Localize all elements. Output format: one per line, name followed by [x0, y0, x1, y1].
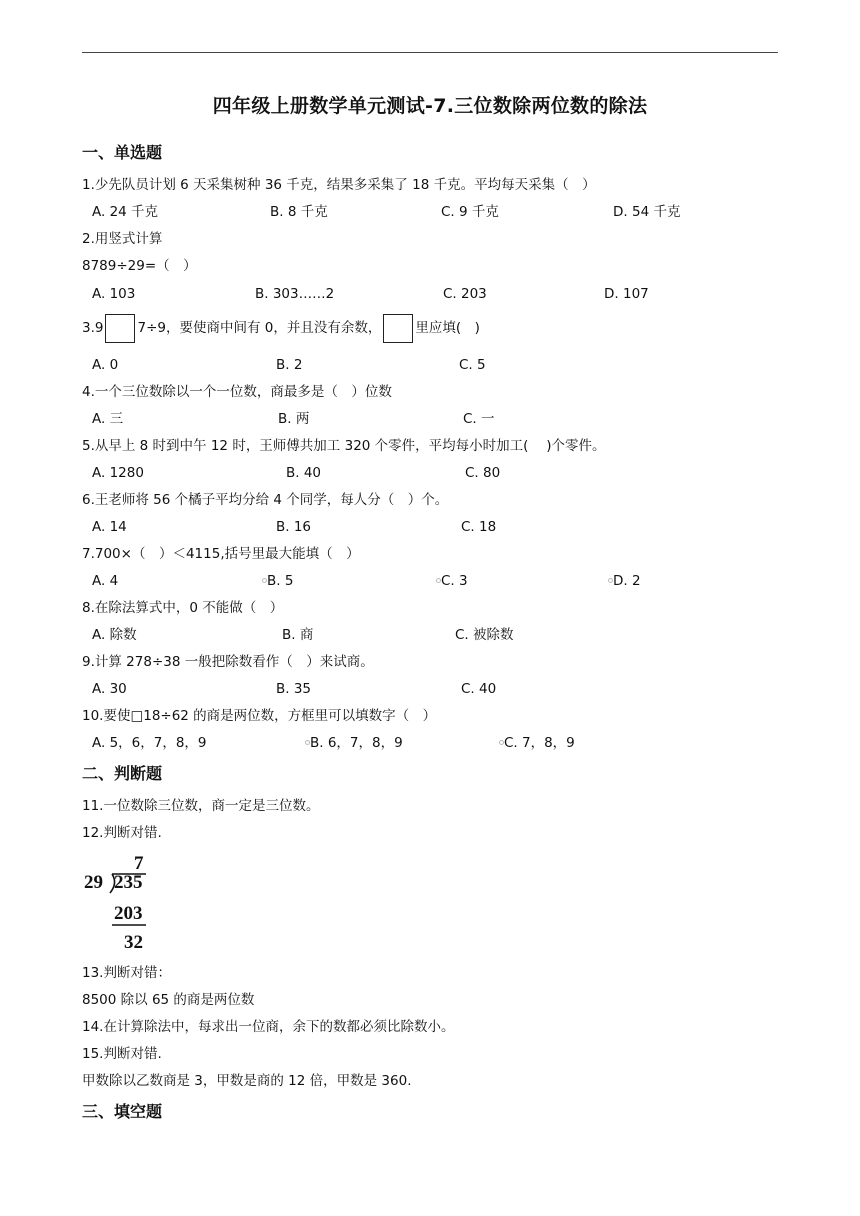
q7-option-b[interactable]: B. 5	[267, 573, 294, 589]
q3-text-middle: 7÷9，要使商中间有 0，并且没有余数，	[137, 320, 382, 336]
q6-option-a[interactable]: A. 14	[92, 519, 127, 535]
q2-option-c[interactable]: C. 203	[443, 286, 487, 302]
q3-text-end: 里应填( )	[415, 320, 480, 336]
q3-option-b[interactable]: B. 2	[276, 357, 303, 373]
division-dividend: 235	[114, 872, 143, 893]
q3-option-a[interactable]: A. 0	[92, 357, 119, 373]
q1-option-d[interactable]: D. 54 千克	[613, 204, 681, 220]
q10-option-b[interactable]: B. 6，7，8，9	[310, 735, 403, 751]
q8-option-b[interactable]: B. 商	[282, 627, 314, 643]
question-3	[82, 313, 480, 343]
q10-option-c[interactable]: C. 7，8，9	[504, 735, 575, 751]
division-divisor: 29	[84, 872, 103, 893]
question-12: 12.判断对错.	[82, 825, 162, 841]
question-9: 9.计算 278÷38 一般把除数看作（ ）来试商。	[82, 654, 374, 670]
q1-option-a[interactable]: A. 24 千克	[92, 204, 159, 220]
q7-option-c[interactable]: C. 3	[441, 573, 468, 589]
q7-option-a[interactable]: A. 4	[92, 573, 119, 589]
q4-option-a[interactable]: A. 三	[92, 411, 124, 427]
q8-option-c[interactable]: C. 被除数	[455, 627, 514, 643]
question-15: 15.判断对错.	[82, 1046, 162, 1062]
q1-option-b[interactable]: B. 8 千克	[270, 204, 328, 220]
question-1: 1.少先队员计划 6 天采集树种 36 千克，结果多采集了 18 千克。平均每天采集（ ）	[82, 177, 596, 193]
q2-option-a[interactable]: A. 103	[92, 286, 136, 302]
q6-option-c[interactable]: C. 18	[461, 519, 497, 535]
q6-option-b[interactable]: B. 16	[276, 519, 312, 535]
q2-option-b[interactable]: B. 303……2	[255, 286, 335, 302]
q5-option-c[interactable]: C. 80	[465, 465, 501, 481]
question-2-expression: 8789÷29=（ ）	[82, 258, 197, 274]
question-5: 5.从早上 8 时到中午 12 时，王师傅共加工 320 个零件，平均每小时加工( )个零件。	[82, 438, 606, 454]
question-8: 8.在除法算式中，0 不能做（ ）	[82, 600, 284, 616]
q9-option-a[interactable]: A. 30	[92, 681, 127, 697]
division-remainder: 32	[124, 932, 143, 953]
question-13: 13.判断对错：	[82, 965, 171, 981]
question-7: 7.700×（ ）＜4115,括号里最大能填（ ）	[82, 546, 360, 562]
q2-option-d[interactable]: D. 107	[604, 286, 649, 302]
q5-option-a[interactable]: A. 1280	[92, 465, 144, 481]
q3-option-c[interactable]: C. 5	[459, 357, 486, 373]
q8-option-a[interactable]: A. 除数	[92, 627, 137, 643]
question-13-statement: 8500 除以 65 的商是两位数	[82, 992, 255, 1008]
q3-blank-box-2	[383, 314, 413, 343]
section-heading-true-false: 二、判断题	[82, 764, 163, 783]
section-heading-single-choice: 一、单选题	[82, 143, 163, 162]
q10-option-a[interactable]: A. 5，6，7，8，9	[92, 735, 207, 751]
q9-option-c[interactable]: C. 40	[461, 681, 497, 697]
q3-text-start: 3.9	[82, 320, 104, 336]
page-title: 四年级上册数学单元测试-7.三位数除两位数的除法	[212, 95, 648, 117]
question-14: 14.在计算除法中，每求出一位商，余下的数都必须比除数小。	[82, 1019, 455, 1035]
question-10: 10.要使□18÷62 的商是两位数，方框里可以填数字（ ）	[82, 708, 437, 724]
q5-option-b[interactable]: B. 40	[286, 465, 322, 481]
question-15-statement: 甲数除以乙数商是 3，甲数是商的 12 倍，甲数是 360.	[82, 1073, 412, 1089]
question-4: 4.一个三位数除以一个一位数，商最多是（ ）位数	[82, 384, 392, 400]
division-product: 203	[114, 903, 143, 924]
q7-option-d[interactable]: D. 2	[613, 573, 641, 589]
q4-option-c[interactable]: C. 一	[463, 411, 495, 427]
q9-option-b[interactable]: B. 35	[276, 681, 312, 697]
section-heading-fill-blank: 三、填空题	[82, 1102, 163, 1121]
question-11: 11.一位数除三位数，商一定是三位数。	[82, 798, 320, 814]
question-2: 2.用竖式计算	[82, 231, 163, 247]
q4-option-b[interactable]: B. 两	[278, 411, 310, 427]
q1-option-c[interactable]: C. 9 千克	[441, 204, 499, 220]
q3-blank-box-1	[105, 314, 135, 343]
division-quotient: 7	[134, 853, 144, 874]
header-rule	[82, 52, 778, 53]
question-6: 6.王老师将 56 个橘子平均分给 4 个同学，每人分（ ）个。	[82, 492, 449, 508]
long-division-figure	[82, 853, 162, 953]
